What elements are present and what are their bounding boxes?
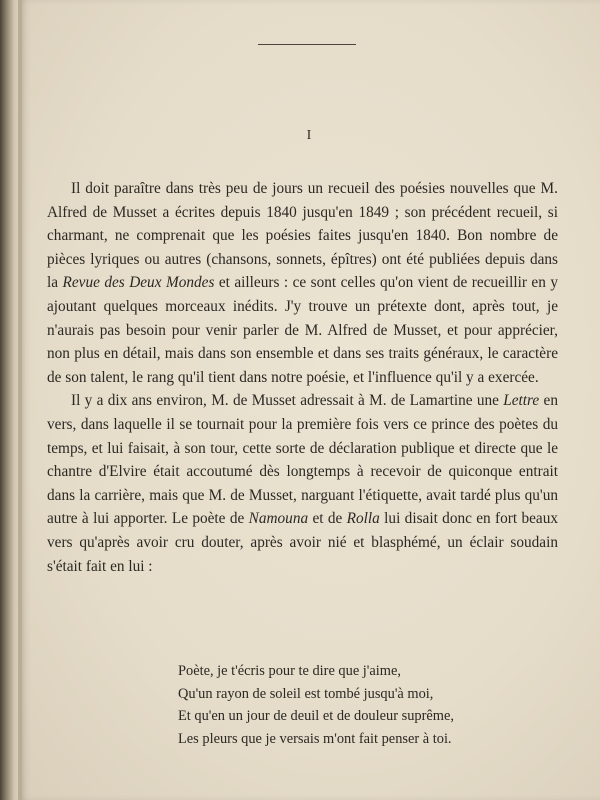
verse-line: Et qu'en un jour de deuil et de douleur suprême, (178, 708, 454, 724)
journal-title: Revue des Deux Mondes (62, 274, 215, 292)
body-text (47, 177, 558, 578)
paragraph-1-text: et ailleurs : ce sont celles qu'on vient de recueillir en y ajoutant quelques morceaux inédits. J'y trouve un prétexte dont, après tout, je n'aurais pas besoin pour venir parler de M. Alfred de Musset, et pour apprécier, non plus en détail, mais dans son ensemble et dans ses traits généraux, le caractère de son talent, le rang qu'il tient dans notre poésie, et l'influence qu'il y a exercée. (47, 274, 558, 386)
paragraph-1-text: Il doit paraître dans très peu de jours un recueil des poésies nouvelles que M. Alfred de Musset a écrites depuis 1840 jusqu'en 1849 ; son précédent recueil, si charmant, ne comprenait que les poésies faites jusqu'en 1840. Bon nombre de pièces lyriques ou autres (chansons, sonnets, épîtres) ont été publiées depuis dans la (47, 180, 558, 292)
verse-line: Les pleurs que je versais m'ont fait penser à toi. (178, 730, 452, 747)
work-title: Rolla (346, 510, 380, 528)
paragraph-2-text: en vers, dans laquelle il se tournait pour la première fois vers ce prince des poètes du temps, et lui faisait, à son tour, cette sorte de déclaration publique et directe que le chantre d'Elvire était accoutumé dès longtemps à recevoir de quiconque entrait dans la carrière, mais que M. de Musset, narguant l'étiquette, avait tardé plus qu'un autre à lui apporter. Le poète de (47, 392, 558, 528)
paragraph-1 (47, 177, 558, 389)
paragraph-2-text: et de (308, 510, 347, 528)
work-title: Lettre (503, 392, 540, 410)
header-rule (258, 44, 356, 45)
book-page (18, 0, 600, 800)
verse-line: Poète, je t'écris pour te dire que j'aime, (178, 663, 401, 679)
verse-line: Qu'un rayon de soleil est tombé jusqu'à moi, (178, 685, 434, 702)
paragraph-2-text: lui disait donc en fort beaux vers qu'après avoir cru douter, après avoir nié et blasphémé, un éclair soudain s'était fait en lui : (47, 510, 559, 575)
paragraph-2-text: Il y a dix ans environ, M. de Musset adressait à M. de Lamartine une (71, 392, 504, 410)
work-title: Namouna (248, 510, 309, 528)
verse-quote (178, 660, 454, 750)
page-edge (18, 0, 22, 800)
paragraph-2 (47, 389, 558, 578)
chapter-number: I (306, 128, 312, 143)
